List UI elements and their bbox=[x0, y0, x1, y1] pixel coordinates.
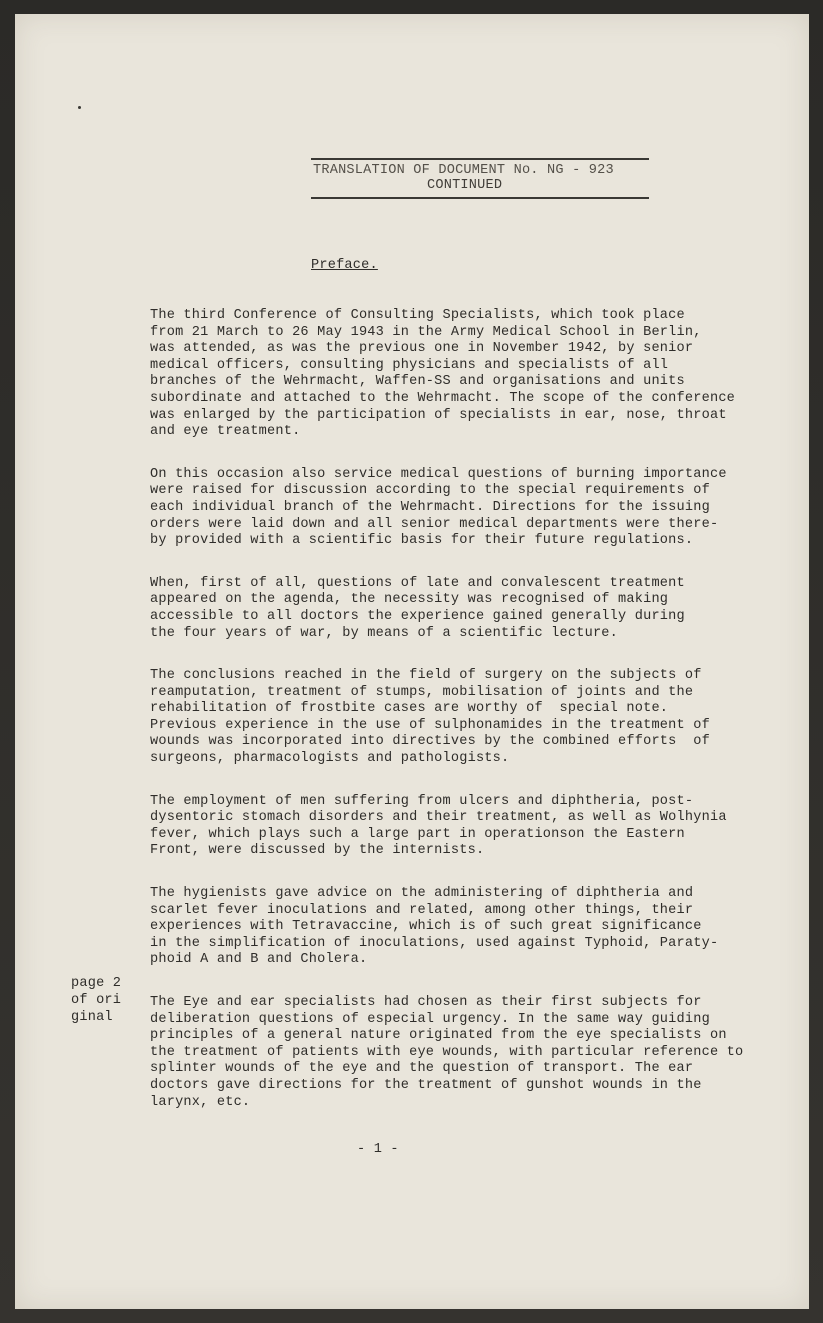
ink-speck bbox=[78, 106, 81, 109]
header-rule-bottom bbox=[311, 197, 649, 199]
page-number: - 1 - bbox=[357, 1142, 399, 1157]
preface-heading: Preface. bbox=[311, 258, 378, 273]
paragraph: The employment of men suffering from ulcers and diphtheria, post- dysentoric stomach disorders and their treatment, as well as Wolhynia fever, which plays such a large part in operationson the Eastern Front, were discussed by the internists. bbox=[150, 793, 727, 859]
margin-note: page 2 of ori ginal bbox=[71, 976, 122, 1025]
paragraph: When, first of all, questions of late and convalescent treatment appeared on the agenda, the necessity was recognised of making accessible to all doctors the experience gained generally during the four years of war, by means of a scientific lecture. bbox=[150, 575, 685, 641]
document-header bbox=[297, 158, 653, 199]
paragraph: The conclusions reached in the field of surgery on the subjects of reamputation, treatment of stumps, mobilisation of joints and the rehabilitation of frostbite cases are worthy of special note. Previous experience in the use of sulphonamides in the treatment of wounds was incorporated into directives by the combined efforts of surgeons, pharmacologists and pathologists. bbox=[150, 668, 710, 767]
paragraph: On this occasion also service medical questions of burning importance were raised for discussion according to the special requirements of each individual branch of the Wehrmacht. Directions for the issuing orders were laid down and all senior medical departments were there- by provided with a scientific basis for their future regulations. bbox=[150, 466, 727, 549]
document-title: TRANSLATION OF DOCUMENT No. NG - 923 bbox=[313, 163, 614, 178]
paragraph: The hygienists gave advice on the administering of diphtheria and scarlet fever inoculations and related, among other things, their experiences with Tetravaccine, which is of such great significance in the simplification of inoculations, used against Typhoid, Paraty- phoid A and B and Cholera. bbox=[150, 886, 719, 968]
paragraph: The third Conference of Consulting Specialists, which took place from 21 March to 26 May 1943 in the Army Medical School in Berlin, was attended, as was the previous one in November 1942, by senior medical officers, consulting physicians and specialists of all branches of the Wehrmacht, Waffen-SS and organisations and units subordinate and attached to the Wehrmacht. The scope of the conference was enlarged by the participation of specialists in ear, nose, throat and eye treatment. bbox=[150, 308, 736, 440]
document-body bbox=[150, 308, 744, 1137]
paragraph: The Eye and ear specialists had chosen as their first subjects for deliberation questions of especial urgency. In the same way guiding principles of a general nature originated from the eye specialists on the treatment of patients with eye wounds, with particular reference to splinter wounds of the eye and the question of transport. The ear doctors gave directions for the treatment of gunshot wounds in the larynx, etc. bbox=[150, 995, 744, 1110]
document-subtitle: CONTINUED bbox=[427, 178, 503, 193]
header-rule-top bbox=[311, 158, 649, 160]
